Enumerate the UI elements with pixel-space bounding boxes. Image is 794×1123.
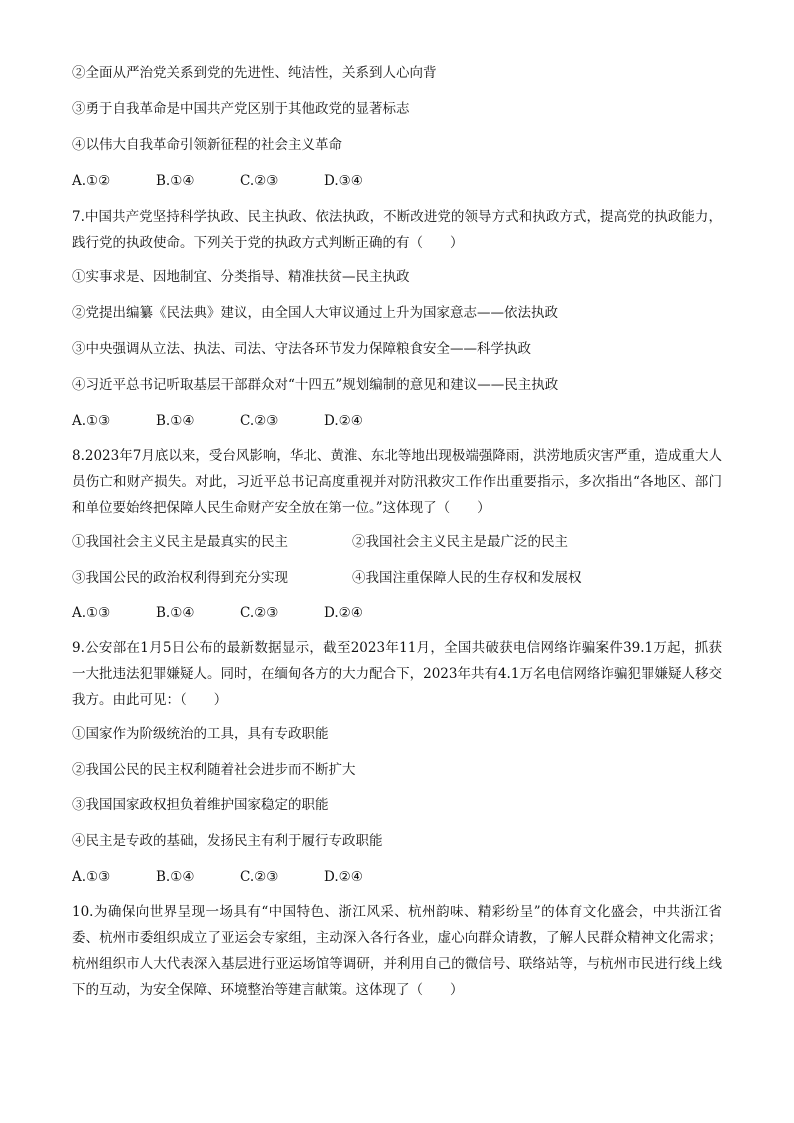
q7-option-4: ④习近平总书记听取基层干部群众对“十四五”规划编制的意见和建议——民主执政 <box>72 377 559 393</box>
q8-choice-c[interactable]: C.②③ <box>240 605 279 621</box>
q9-option-2: ②我国公民的民主权利随着社会进步而不断扩大 <box>72 762 356 778</box>
q8-options-row-2 <box>72 569 582 587</box>
q7-choice-d[interactable]: D.②④ <box>324 413 363 429</box>
q7-choices <box>72 412 408 430</box>
q8-choice-b[interactable]: B.①④ <box>156 605 195 621</box>
q9-stem: 9.公安部在1月5日公布的最新数据显示，截至2023年11月，全国共破获电信网络诈骗案件39.1万起，抓获一大批违法犯罪嫌疑人。同时，在缅甸各方的大力配合下，2023年共有4.1万名电信网络诈骗犯罪嫌疑人移交我方。由此可见：（ ） <box>72 640 722 708</box>
q6-choice-b[interactable]: B.①④ <box>156 173 195 189</box>
q6-choice-c[interactable]: C.②③ <box>240 173 279 189</box>
q8-option-3: ③我国公民的政治权利得到充分实现 <box>72 570 288 586</box>
q6-option-3: ③勇于自我革命是中国共产党区别于其他政党的显著标志 <box>72 101 410 117</box>
q8-choice-d[interactable]: D.②④ <box>324 605 363 621</box>
q7-option-2: ②党提出编纂《民法典》建议，由全国人大审议通过上升为国家意志——依法执政 <box>72 305 558 321</box>
q6-choice-d[interactable]: D.③④ <box>324 173 363 189</box>
q9-choice-a[interactable]: A.①③ <box>72 869 111 885</box>
q9-choice-c[interactable]: C.②③ <box>240 869 279 885</box>
q8-option-2: ②我国社会主义民主是最广泛的民主 <box>352 534 568 550</box>
q9-choices <box>72 868 408 886</box>
q7-choice-c[interactable]: C.②③ <box>240 413 279 429</box>
q6-option-2: ②全面从严治党关系到党的先进性、纯洁性，关系到人心向背 <box>72 65 437 81</box>
q7-choice-b[interactable]: B.①④ <box>156 413 195 429</box>
q8-choices <box>72 604 408 622</box>
q7-option-3: ③中央强调从立法、执法、司法、守法各环节发力保障粮食安全——科学执政 <box>72 341 531 357</box>
q8-option-1: ①我国社会主义民主是最真实的民主 <box>72 534 288 550</box>
q9-choice-b[interactable]: B.①④ <box>156 869 195 885</box>
q6-choice-a[interactable]: A.①② <box>72 173 111 189</box>
q8-choice-a[interactable]: A.①③ <box>72 605 111 621</box>
q7-stem: 7.中国共产党坚持科学执政、民主执政、依法执政，不断改进党的领导方式和执政方式，提高党的执政能力，践行党的执政使命。下列关于党的执政方式判断正确的有（ ） <box>72 209 722 251</box>
q10-stem: 10.为确保向世界呈现一场具有“中国特色、浙江风采、杭州韵味、精彩纷呈”的体育文化盛会，中共浙江省委、杭州市委组织成立了亚运会专家组，主动深入各行各业，虚心向群众请教，了解人民群众精神文化需求；杭州组织市人大代表深入基层进行亚运场馆等调研，并利用自己的微信号、联络站等，与杭州市民进行线上线下的互动，为安全保障、环境整治等建言献策。这体现了（ ） <box>72 904 722 998</box>
q7-option-1: ①实事求是、因地制宜、分类指导、精准扶贫—民主执政 <box>72 269 410 285</box>
q8-options-row-1 <box>72 533 568 551</box>
q9-choice-d[interactable]: D.②④ <box>324 869 363 885</box>
q9-option-1: ①国家作为阶级统治的工具，具有专政职能 <box>72 726 329 742</box>
q9-option-3: ③我国国家政权担负着维护国家稳定的职能 <box>72 797 329 813</box>
q8-stem: 8.2023年7月底以来，受台风影响，华北、黄淮、东北等地出现极端强降雨，洪涝地质灾害严重，造成重大人员伤亡和财产损失。对此，习近平总书记高度重视并对防汛救灾工作作出重要指示，多次指出“各地区、部门和单位要始终把保障人民生命财产安全放在第一位。”这体现了（ ） <box>72 448 722 516</box>
q6-choices <box>72 172 408 190</box>
q9-option-4: ④民主是专政的基础，发扬民主有利于履行专政职能 <box>72 833 383 849</box>
q8-option-4: ④我国注重保障人民的生存权和发展权 <box>352 570 582 586</box>
q7-choice-a[interactable]: A.①③ <box>72 413 111 429</box>
q6-option-4: ④以伟大自我革命引领新征程的社会主义革命 <box>72 137 342 153</box>
